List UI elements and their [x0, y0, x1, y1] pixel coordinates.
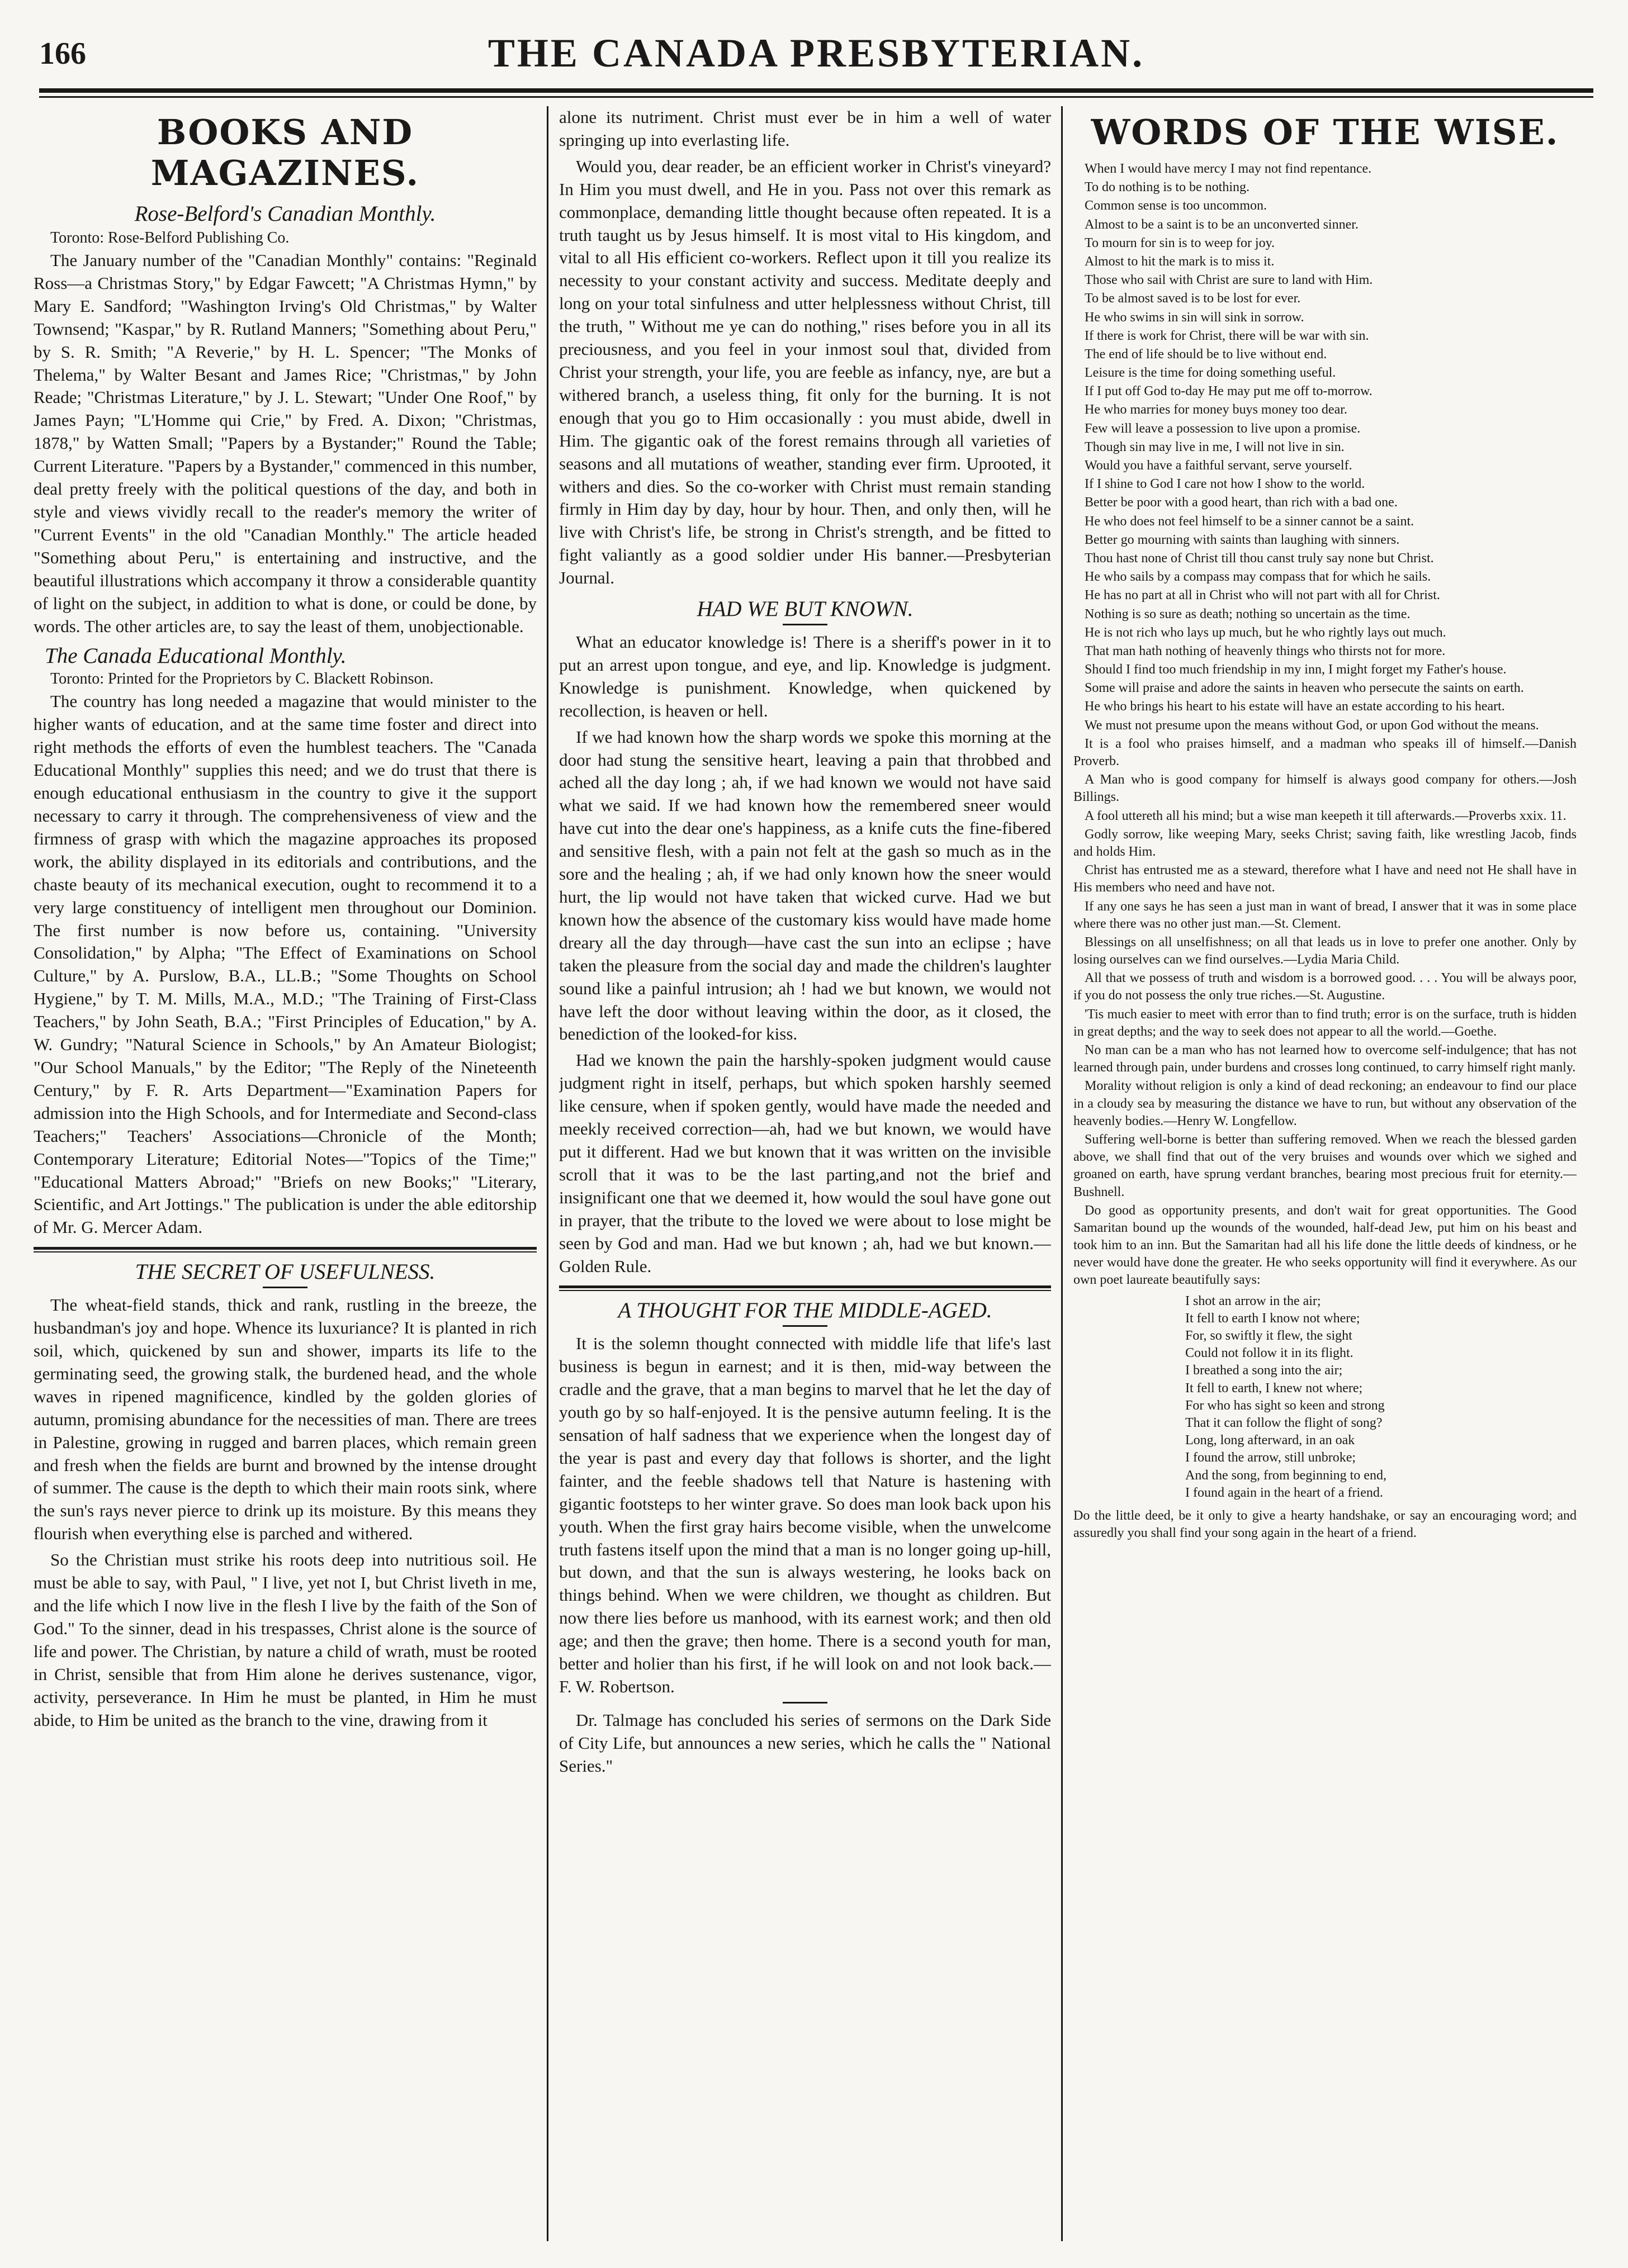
saying-item: He who swims in sin will sink in sorrow. [1085, 310, 1304, 325]
arrow-and-song-poem [1185, 1293, 1577, 1502]
poem-line: I found the arrow, still unbroke; [1185, 1450, 1356, 1465]
saying-item: Christ has entrusted me as a steward, therefore what I have and need not He shall have in His members who need and have not. [1073, 863, 1577, 895]
column-3 [1073, 106, 1577, 2247]
saying-item: Common sense is too uncommon. [1085, 198, 1267, 213]
educational-monthly-title: The Canada Educational Monthly. [45, 644, 347, 668]
saying-item: No man can be a man who has not learned how to overcome self-indulgence; that has not learned through pain, under burdens and crosses long continued, to carry himself right manly. [1073, 1043, 1577, 1075]
saying-item: Better be poor with a good heart, than rich with a bad one. [1085, 495, 1398, 510]
secret-usefulness-title: THE SECRET OF USEFULNESS. [135, 1260, 436, 1284]
header-rule [39, 88, 1593, 93]
saying-item: Thou hast none of Christ till thou canst truly say none but Christ. [1085, 551, 1434, 566]
poem-line: I found again in the heart of a friend. [1185, 1485, 1383, 1500]
saying-item: To be almost saved is to be lost for ever. [1085, 291, 1301, 306]
words-of-the-wise-heading: WORDS OF THE WISE. [1091, 112, 1559, 153]
secret-usefulness-paragraph: So the Christian must strike his roots deep into nutritious soil. He must be able to say, with Paul, " I live, yet not I, but Christ liveth in me, and the life which I now live in the flesh I live by the faith of the Son of God." To the sinner, dead in his trespasses, Christ alone is the source of life and power. The Christian, by nature a child of wrath, must be rooted in Christ, sensible that from Him alone he derives sustenance, vigor, activity, perseverance. In Him he must be planted, in Him he must abide, to Him be united as the branch to the vine, drawing from it [34, 1550, 537, 1730]
saying-item: 'Tis much easier to meet with error than to find truth; error is on the surface, truth is hidden in great depths; and the way to seek does not appear to all the world.—Goethe. [1073, 1007, 1577, 1039]
column-divider [547, 106, 548, 2241]
thought-middle-aged-title: A THOUGHT FOR THE MIDDLE-AGED. [618, 1298, 992, 1323]
saying-item: If there is work for Christ, there will be war with sin. [1085, 328, 1369, 343]
saying-item: It is a fool who praises himself, and a madman who speaks ill of himself.—Danish Proverb. [1073, 736, 1577, 768]
rose-belford-title: Rose-Belford's Canadian Monthly. [134, 202, 436, 226]
saying-item: Do good as opportunity presents, and don't wait for great opportunities. The Good Samaritan bound up the wounds of the wounded, half-dead Jew, put him on his beast and took him to an inn. But the Samaritan had all his life done the little deeds of kindness, or he never would have done the greater. He who seeks opportunity will find it everywhere. As our own poet laureate beautifully says: [1073, 1203, 1577, 1288]
saying-item: When I would have mercy I may not find repentance. [1085, 162, 1372, 176]
saying-item: A Man who is good company for himself is always good company for others.—Josh Billings. [1073, 772, 1577, 805]
saying-item: Better go mourning with saints than laughing with sinners. [1085, 532, 1400, 547]
rose-belford-publisher: Toronto: Rose-Belford Publishing Co. [50, 229, 290, 246]
saying-item: We must not presume upon the means without God, or upon God without the means. [1085, 718, 1539, 733]
saying-item: He has no part at all in Christ who will not part with all for Christ. [1085, 588, 1440, 603]
poem-line: For, so swiftly it flew, the sight [1185, 1328, 1352, 1343]
poem-line: For who has sight so keen and strong [1185, 1398, 1385, 1413]
saying-item: Almost to hit the mark is to miss it. [1085, 254, 1275, 269]
saying-item: He who marries for money buys money too dear. [1085, 402, 1347, 417]
had-we-but-known-paragraph: Had we known the pain the harshly-spoken judgment would cause judgment right in itself, perhaps, but which spoken harshly seemed like censure, when if spoken gently, would have made the needed and meekly received correction—ah, had we but known, we would have put it different. Had we but known that it was written on the invisible scroll that it was to be the last parting,and not the brief and insignificant one that we deemed it, how would the soul have gone out in prayer, that the tribute to the loved we were about to lose might be seen by God and man. Had we but known ; ah, had we but known.—Golden Rule. [559, 1050, 1051, 1276]
saying-item: Some will praise and adore the saints in heaven who persecute the saints on earth. [1085, 681, 1524, 696]
saying-item: He who does not feel himself to be a sinner cannot be a saint. [1085, 514, 1414, 529]
header-rule-thin [39, 96, 1593, 98]
poem-line: I breathed a song into the air; [1185, 1363, 1343, 1378]
poem-line: It fell to earth I know not where; [1185, 1311, 1360, 1326]
secret-usefulness-paragraph: Would you, dear reader, be an efficient worker in Christ's vineyard? In Him you must dwell, and He in you. Pass not over this remark as commonplace, demanding little thought because often repeated. It is a truth taught us by Jesus himself. It is most vital to His kingdom, and vital to all His efficient co-workers. Reflect upon it till you realize its necessity to your constant activity and success. Meditate deeply and long on your total sinfulness and utter helplessness without Christ, till the truth, " Without me ye can do nothing," rises before you in all its preciousness, and you feel in your inmost soul that, divided from Christ your strength, your life, you are feeble as infancy, nye, are but a withered branch, a useless thing, fit only for the burning. It is not enough that you go to Him occasionally : you must abide, dwell in Him. The gigantic oak of the forest remains through all varieties of seasons and all mutations of weather, standing ever firm. Uprooted, it withers and dies. So the co-worker with Christ must remain standing firmly in Him day by day, hour by hour. Then, and only then, will he live with Christ's life, be strong in Christ's strength, and be fitted to fight valiantly as a good soldier under His banner.—Presbyterian Journal. [559, 156, 1051, 588]
page-header [39, 28, 1593, 95]
poem-line: And the song, from beginning to end, [1185, 1468, 1386, 1483]
saying-item: Nothing is so sure as death; nothing so uncertain as the time. [1085, 606, 1411, 621]
saying-item: Leisure is the time for doing something useful. [1085, 366, 1336, 381]
saying-item: If I put off God to-day He may put me off to-morrow. [1085, 384, 1373, 399]
rose-belford-review: The January number of the "Canadian Monthly" contains: "Reginald Ross—a Christmas Story," by Edgar Fawcett; "A Christmas Hymn," by Mary E. Sandford; "Washington Irving's Old Christmas," by Walter Townsend; "Kaspar," by R. Rutland Manners; "Something about Peru," by S. R. Smith; "A Reverie," by H. L. Spencer; "The Monks of Thelema," by Walter Besant and James Rice; "Christmas," by John Reade; "Christmas Literature," by J. L. Stewart; "Under One Roof," by James Payn; "L'Homme qui Crie," by Fred. A. Dixon; "Christmas, 1878," by Watten Small; "Papers by a Bystander;" Round the Table; Current Literature. "Papers by a Bystander," commenced in this number, deal pretty freely with the political questions of the day, and both in style and views vividly recall to the reader's memory the writer of "Current Events" in the old "Canadian Monthly." The article headed "Something about Peru," is entertaining and instructive, and the beautiful illustrations which accompany it throw a considerable quantity of light on the subject, in addition to what is done, or could be done, by words. The other articles are, to say the least of them, unobjectionable. [34, 250, 537, 636]
saying-item: He is not rich who lays up much, but he who rightly lays out much. [1085, 625, 1446, 640]
masthead-title: THE CANADA PRESBYTERIAN. [488, 31, 1145, 75]
talmage-notice: Dr. Talmage has concluded his series of sermons on the Dark Side of City Life, but announces a new series, which he calls the " National Series." [559, 1710, 1051, 1776]
sayings-list [1073, 160, 1577, 1289]
saying-item: Godly sorrow, like weeping Mary, seeks Christ; saving faith, like wrestling Jacob, finds and holds Him. [1073, 827, 1577, 859]
closing-paragraph: Do the little deed, be it only to give a hearty handshake, or say an encouraging word; and assuredly you shall find your song again in the heart of a friend. [1073, 1508, 1577, 1541]
saying-item: Morality without religion is only a kind of dead reckoning; an endeavour to find our place in a cloudy sea by measuring the distance we have to run, but without any observation of the heavenly bodies.—Henry W. Longfellow. [1073, 1079, 1577, 1128]
poem-line: I shot an arrow in the air; [1185, 1293, 1321, 1308]
poem-line: Could not follow it in its flight. [1185, 1346, 1353, 1361]
secret-usefulness-paragraph: The wheat-field stands, thick and rank, rustling in the breeze, the husbandman's joy and hope. Whence its luxuriance? It is planted in rich soil, which, quickened by sun and shower, imparts its life to the germinating seed, the growing stalk, the burdened head, and the whole waves in ripened magnificence, kindled by the golden glories of autumn, promising abundance for the necessities of man. There are trees in Palestine, growing in rugged and barren places, which remain green and fresh when the fields are burnt and browned by the intense drought of summer. The cause is the depth to which their main roots sink, where the sun's rays never pierce to drink up its moisture. By this means they flourish when everything else is parched and withered. [34, 1295, 537, 1544]
saying-item: He who brings his heart to his estate will have an estate according to his heart. [1085, 699, 1505, 714]
secret-usefulness-continued: alone its nutriment. Christ must ever be in him a well of water springing up into everlasting life. [559, 107, 1051, 150]
saying-item: The end of life should be to live without end. [1085, 347, 1327, 362]
saying-item: Suffering well-borne is better than suffering removed. When we reach the blessed garden above, we shall find that out of the very bruises and wounds over which we sighed and groaned on earth, have sprung verdant branches, bearing most precious fruit for eternity.—Bushnell. [1073, 1132, 1577, 1199]
saying-item: Would you have a faithful servant, serve yourself. [1085, 458, 1352, 473]
saying-item: To do nothing is to be nothing. [1085, 180, 1250, 195]
saying-item: Though sin may live in me, I will not live in sin. [1085, 439, 1345, 454]
saying-item: He who sails by a compass may compass that for which he sails. [1085, 570, 1431, 585]
page-number: 166 [39, 36, 86, 71]
saying-item: To mourn for sin is to weep for joy. [1085, 235, 1275, 250]
title-rule [783, 1702, 827, 1704]
column-divider [1061, 106, 1063, 2241]
thought-middle-aged-paragraph: It is the solemn thought connected with middle life that life's last business is begun in earnest; and it is then, mid-way between the cradle and the grave, that a man begins to marvel that he let the day of youth go by so half-enjoyed. It is the pensive autumn feeling. It is the sensation of half sadness that we experience when the longest day of the year is past and every day that follows is shorter, and the light fainter, and the feeble shadows tell that Nature is hastening with gigantic footsteps to her winter grave. So does man look back upon his youth. When the first gray hairs become visible, when the unwelcome truth fastens itself upon the mind that a man is no longer going up-hill, but down, and that the sun is always westering, he looks back on things behind. When we were children, we thought as children. But now there lies before us manhood, with its earnest work; and then old age; and then the grave; then home. There is a second youth for man, better and holier than his first, if he will look on and not look back.—F. W. Robertson. [559, 1334, 1051, 1696]
title-rule [783, 1325, 827, 1327]
saying-item: A fool uttereth all his mind; but a wise man keepeth it till afterwards.—Proverbs xxix. 11. [1085, 808, 1567, 823]
saying-item: If I shine to God I care not how I show to the world. [1085, 477, 1365, 492]
saying-item: Blessings on all unselfishness; on all that leads us in love to prefer one another. Only by losing ourselves can we find ourselves.—Lydia Maria Child. [1073, 934, 1577, 967]
poem-line: Long, long afterward, in an oak [1185, 1433, 1355, 1448]
saying-item: Should I find too much friendship in my inn, I might forget my Father's house. [1085, 662, 1507, 677]
title-rule [263, 1287, 307, 1288]
column-2 [559, 106, 1051, 2247]
saying-item: All that we possess of truth and wisdom is a borrowed good. . . . You will be always poor, if you do not possess the only true riches.—St. Augustine. [1073, 971, 1577, 1003]
title-rule [783, 624, 827, 625]
educational-monthly-publisher: Toronto: Printed for the Proprietors by C. Blackett Robinson. [50, 670, 434, 688]
had-we-but-known-title: HAD WE BUT KNOWN. [697, 597, 914, 621]
educational-monthly-review: The country has long needed a magazine that would minister to the higher wants of education, and at the same time foster and direct into right methods the efforts of even the humblest teachers. The "Canada Educational Monthly" supplies this need; and we do trust that there is enough educational enthusiasm in the country to give it the support necessary to carry it through. The comprehensiveness of view and the firmness of grasp with which the magazine approaches its proposed work, the ability displayed in its editorials and contributions, and the chaste beauty of its mechanical execution, ought to recommend it to a very large constituency of intelligent men throughout our Dominion. The first number is now before us, containing. "University Consolidation," by Alpha; "The Effect of Examinations on School Culture," by A. Purslow, B.A., LL.B.; "Some Thoughts on School Hygiene," by T. M. Mills, M.A., M.D.; "The Training of First-Class Teachers," by John Seath, B.A.; "First Principles of Education," by A. W. Gundry; "Natural Science in Schools," by An Amateur Biologist; "Our School Manuals," by the Editor; "The Reply of the Nineteenth Century," by F. R. Arts Department—"Examination Papers for admission into the High Schools, and for Intermediate and Second-class Teachers;" Teachers' Associations—Chronicle of the Month; Contemporary Literature; Editorial Notes—"Topics of the Time;" "Educational Matters Abroad;" "Briefs on new Books;" "Literary, Scientific, and Art Jottings." The publication is under the able editorship of Mr. G. Mercer Adam. [34, 691, 537, 1237]
had-we-but-known-paragraph: What an educator knowledge is! There is a sheriff's power in it to put an arrest upon tongue, and eye, and lip. Knowledge is judgment. Knowledge is punishment. Knowledge, when quickened by recollection, is heaven or hell. [559, 632, 1051, 720]
poem-line: That it can follow the flight of song? [1185, 1415, 1383, 1430]
had-we-but-known-paragraph: If we had known how the sharp words we spoke this morning at the door had stung the sensitive heart, leaving a pain that throbbed and ached all the day long ; ah, if we had known we would not have said what we said. If we had known how the remembered sneer would have cut into the dear one's happiness, as a knife cuts the fine-fibered and sensitive flesh, with a pain not felt at the gash so much as in the sore and the healing ; ah, if we had only known how the sneer would hurt, the lip would not have taken that wicked curve. Had we but known how the absence of the customary kiss would have made home dreary all the day through—have cast the sun into an eclipse ; have taken the pleasure from the social day and made the children's laughter sound like a painful intrusion; ah ! had we but known, we would not have left the door without leaving within the door, as it closed, the benediction of the looked-for kiss. [559, 727, 1051, 1044]
saying-item: Those who sail with Christ are sure to land with Him. [1085, 273, 1373, 288]
section-rule [559, 1285, 1051, 1291]
books-magazines-heading: BOOKS AND MAGAZINES. [150, 112, 420, 193]
saying-item: If any one says he has seen a just man in want of bread, I answer that it was in some place where there was no other just man.—St. Clement. [1073, 899, 1577, 931]
saying-item: Few will leave a possession to live upon a promise. [1085, 421, 1361, 436]
saying-item: That man hath nothing of heavenly things who thirsts not for more. [1085, 643, 1446, 658]
saying-item: Almost to be a saint is to be an unconverted sinner. [1085, 217, 1359, 232]
column-1 [34, 106, 537, 2247]
poem-line: It fell to earth, I knew not where; [1185, 1380, 1363, 1396]
section-rule [34, 1247, 537, 1252]
